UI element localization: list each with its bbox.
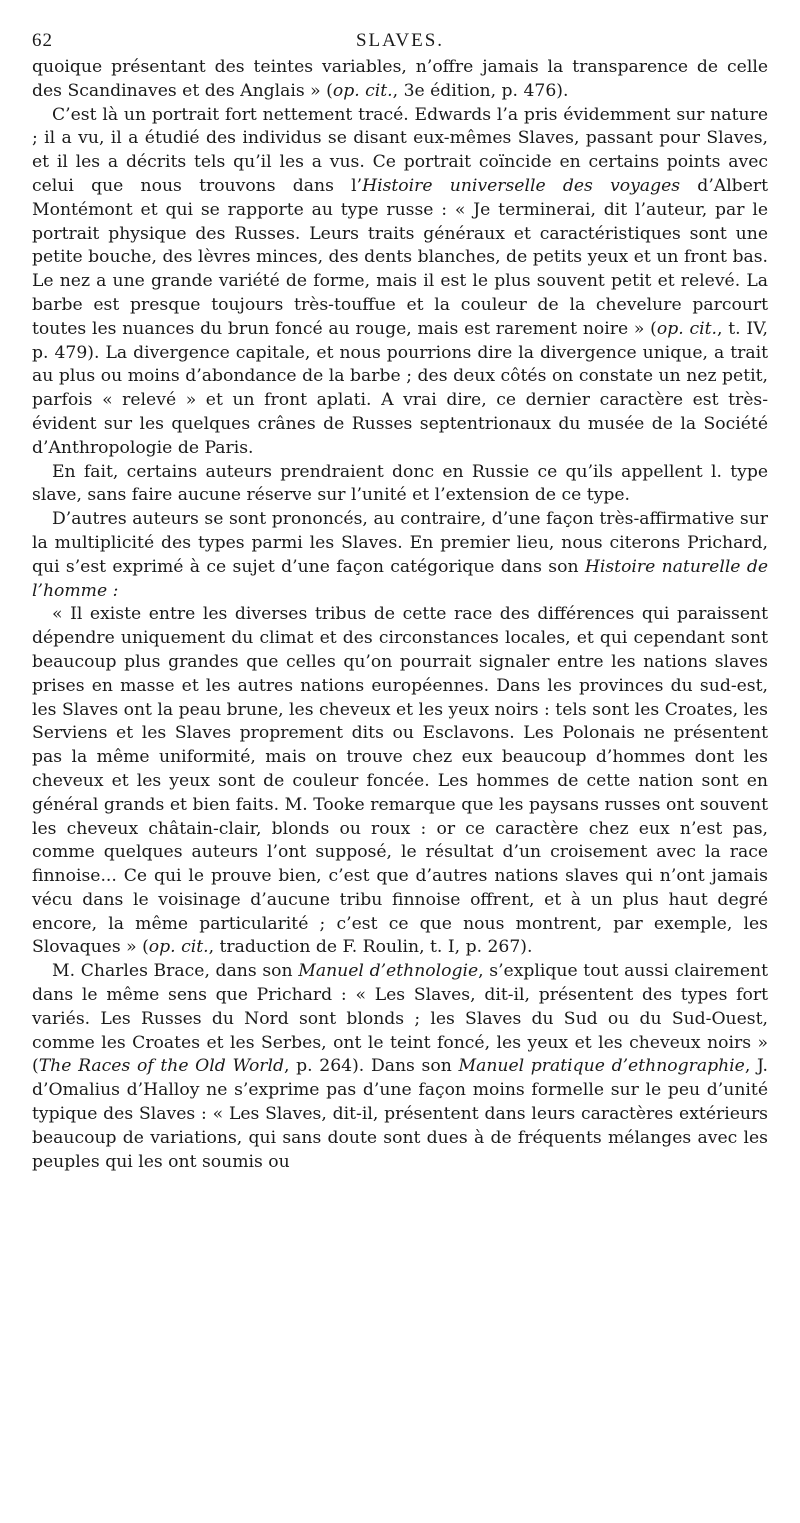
text-segment: C’est là un portrait fort nettement tracé. Edwards l’a pris évidemment sur nature ; il a vu, il a étudié des individus se disant eux-mêmes Slaves, passant pour Slaves, et il les a décrits tels qu’il les a vus. Ce portrait coïncide en certains points avec celui que nous trouvons dans l’ [32, 104, 768, 196]
text-segment: « Il existe entre les diverses tribus de cette race des différences qui paraissent dépendre uniquement du climat et des circonstances locales, et qui cependant sont beaucoup plus grandes que celles qu’on pourrait signaler entre les nations slaves prises en masse et les autres nations européennes. Dans les provinces du sud-est, les Slaves ont la peau brune, les cheveux et les yeux noirs : tels sont les Croates, les Serviens et les Slaves proprement dits ou Esclavons. Les Polonais ne présentent pas la même uniformité, mais on trouve chez eux beaucoup d’hommes dont les cheveux et les yeux sont de couleur foncée. Les hommes de cette nation sont en général grands et bien faits. M. Tooke remarque que les paysans russes ont souvent les cheveux châtain-clair, blonds ou roux : or ce caractère chez eux n’est pas, comme quelques auteurs l’ont supposé, le résultat d’un croisement avec la race finnoise... Ce qui le prouve bien, c’est que d’autres nations slaves qui n’ont jamais vécu dans le voisinage d’aucune tribu finnoise offrent, et à un plus haut degré encore, la même particularité ; c’est ce que nous montrent, par exemple, les Slovaques » ( [32, 604, 768, 958]
italic-text-segment: Manuel pratique d’ethnographie [458, 1056, 745, 1077]
italic-text-segment: op. cit. [656, 318, 717, 339]
page-number: 62 [32, 30, 53, 51]
running-title: SLAVES. [355, 30, 445, 51]
italic-text-segment: The Races of the Old World [38, 1056, 285, 1077]
italic-text-segment: Manuel d’ethnologie [298, 961, 479, 982]
body-text [32, 56, 768, 1174]
italic-text-segment: Histoire naturelle de l’homme : [32, 556, 768, 601]
text-segment: D’autres auteurs se sont prononcés, au contraire, d’une façon très-affirmative sur la multiplicité des types parmi les Slaves. En premier lieu, nous citerons Prichard, qui s’est exprimé à ce sujet d’une façon catégorique dans son [32, 509, 768, 577]
text-segment: , t. IV, p. 479). La divergence capitale, et nous pourrions dire la divergence unique, a trait au plus ou moins d’abondance de la barbe ; des deux côtés on constate un nez petit, parfois « relevé » et un front aplati. A vrai dire, ce dernier caractère est très-évident sur les quelques crânes de Russes septentrionaux du musée de la Société d’Anthropologie de Paris. [32, 318, 769, 458]
text-segment: d’Albert Montémont et qui se rapporte au type russe : « Je terminerai, dit l’auteur, par le portrait physique des Russes. Leurs traits généraux et caractéristiques sont une petite bouche, des lèvres minces, des dents blanches, de petits yeux et un front bas. Le nez a une grande variété de forme, mais il est le plus souvent petit et relevé. La barbe est presque toujours très-touffue et la couleur de la chevelure parcourt toutes les nuances du brun foncé au rouge, mais est rarement noire » ( [32, 175, 768, 339]
paragraph [32, 104, 768, 461]
text-segment: M. Charles Brace, dans son [52, 961, 299, 982]
italic-text-segment: Histoire universelle des voyages [362, 175, 681, 196]
paragraph [32, 603, 768, 960]
text-segment: , traduction de F. Roulin, t. I, p. 267). [208, 937, 533, 958]
paragraph [32, 56, 768, 104]
running-header [32, 30, 768, 56]
text-segment: , p. 264). Dans son [284, 1056, 459, 1077]
text-segment: quoique présentant des teintes variables, n’offre jamais la transparence de celle des Scandinaves et des Anglais » ( [32, 57, 768, 101]
paragraph [32, 508, 768, 603]
italic-text-segment: op. cit. [148, 937, 209, 958]
book-page [32, 30, 768, 1174]
text-segment: En fait, certains auteurs prendraient donc en Russie ce qu’ils appellent l. type slave, sans faire aucune réserve sur l’unité et l’extension de ce type. [32, 461, 768, 506]
italic-text-segment: op. cit. [332, 80, 393, 101]
text-segment: , s’explique tout aussi clairement dans le même sens que Prichard : « Les Slaves, dit-il, présentent des types fort variés. Les Russes du Nord sont blonds ; les Slaves du Sud ou du Sud-Ouest, comme les Croates et les Serbes, ont le teint foncé, les yeux et les cheveux noirs » ( [32, 961, 768, 1077]
text-segment: , J. d’Omalius d’Halloy ne s’exprime pas d’une façon moins formelle sur le peu d’unité typique des Slaves : « Les Slaves, dit-il, présentent dans leurs caractères extérieurs beaucoup de variations, qui sans doute sont dues à de fréquents mélanges avec les peuples qui les ont soumis ou [32, 1056, 768, 1172]
paragraph [32, 960, 768, 1174]
text-segment: , 3e édition, p. 476). [392, 80, 569, 101]
paragraph [32, 461, 768, 509]
